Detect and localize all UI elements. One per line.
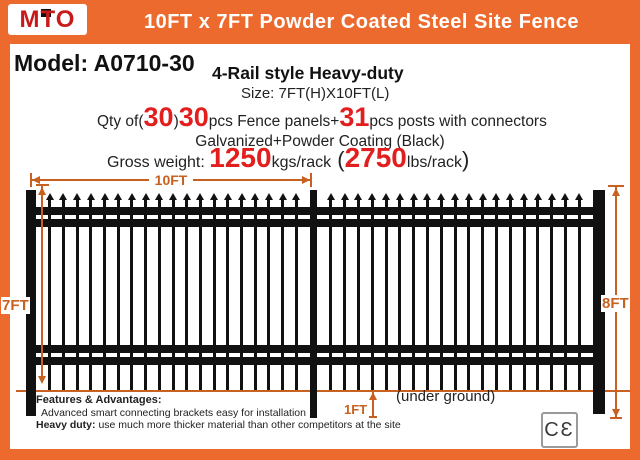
qty-close-paren: ) [173,113,179,130]
coating-description: Galvanized+Powder Coating (Black) [195,133,445,150]
header-banner [0,0,640,44]
weight-close-paren: ) [462,147,470,172]
model-number: Model: A0710-30 [14,50,195,76]
weight-kg: 1250 [209,142,272,173]
qty-panels-count: 30 [143,102,174,132]
qty-posts-count: 31 [339,102,370,132]
fence-post-middle [310,190,317,418]
weight-line [107,144,469,172]
qty-mid-text: pcs Fence panels+ [208,113,340,130]
weight-lb: 2750 [344,142,407,173]
dimension-height-right-label: 8FT [602,295,629,312]
dimension-arrow-line [30,179,149,181]
features-line-2 [36,420,401,431]
dimension-height-left [36,184,49,384]
ce-mark [541,412,578,448]
ce-mark-label: CƐ [544,418,575,441]
brand-logo [8,4,87,35]
style-description: 4-Rail style Heavy-duty [212,63,404,83]
size-description: Size: 7FT(H)X10FT(L) [241,85,390,102]
fence-diagram [26,190,605,416]
underground-note: (under ground) [396,388,496,405]
arrow-down-icon [38,376,46,384]
arrow-up-icon [38,187,46,195]
weight-lb-unit: lbs/rack [406,154,463,171]
weight-open-paren: ( [331,147,345,172]
logo-text: MTO [19,5,76,33]
page-title: 10FT x 7FT Powder Coated Steel Site Fence [143,11,580,33]
qty-suffix: pcs posts with connectors [369,113,547,130]
dimension-arrow-line [193,179,312,181]
features-block [36,395,401,431]
weight-kg-unit: kgs/rack [271,154,332,171]
dimension-tick [610,417,622,419]
features-line-1: Advanced smart connecting brackets easy for installation [41,406,306,419]
dimension-width-label: 10FT [154,172,188,188]
qty-panels-count-2: 30 [178,102,209,132]
qty-prefix: Qty of( [97,113,144,130]
features-heading: Features & Advantages: [36,394,162,406]
weight-label: Gross weight: [107,154,210,171]
features-line-2-rest: use much more thicker material than other competitors at the site [95,418,401,431]
dimension-underground-label: 1FT [344,402,368,417]
dimension-width [30,172,312,188]
arrow-down-icon [612,409,620,417]
dimension-height-left-label: 7FT [2,297,29,314]
quantity-line [97,104,547,131]
arrow-up-icon [612,188,620,196]
features-line-2-bold: Heavy duty: [36,418,96,431]
dimension-line [41,186,43,382]
dimension-tick [310,173,312,187]
